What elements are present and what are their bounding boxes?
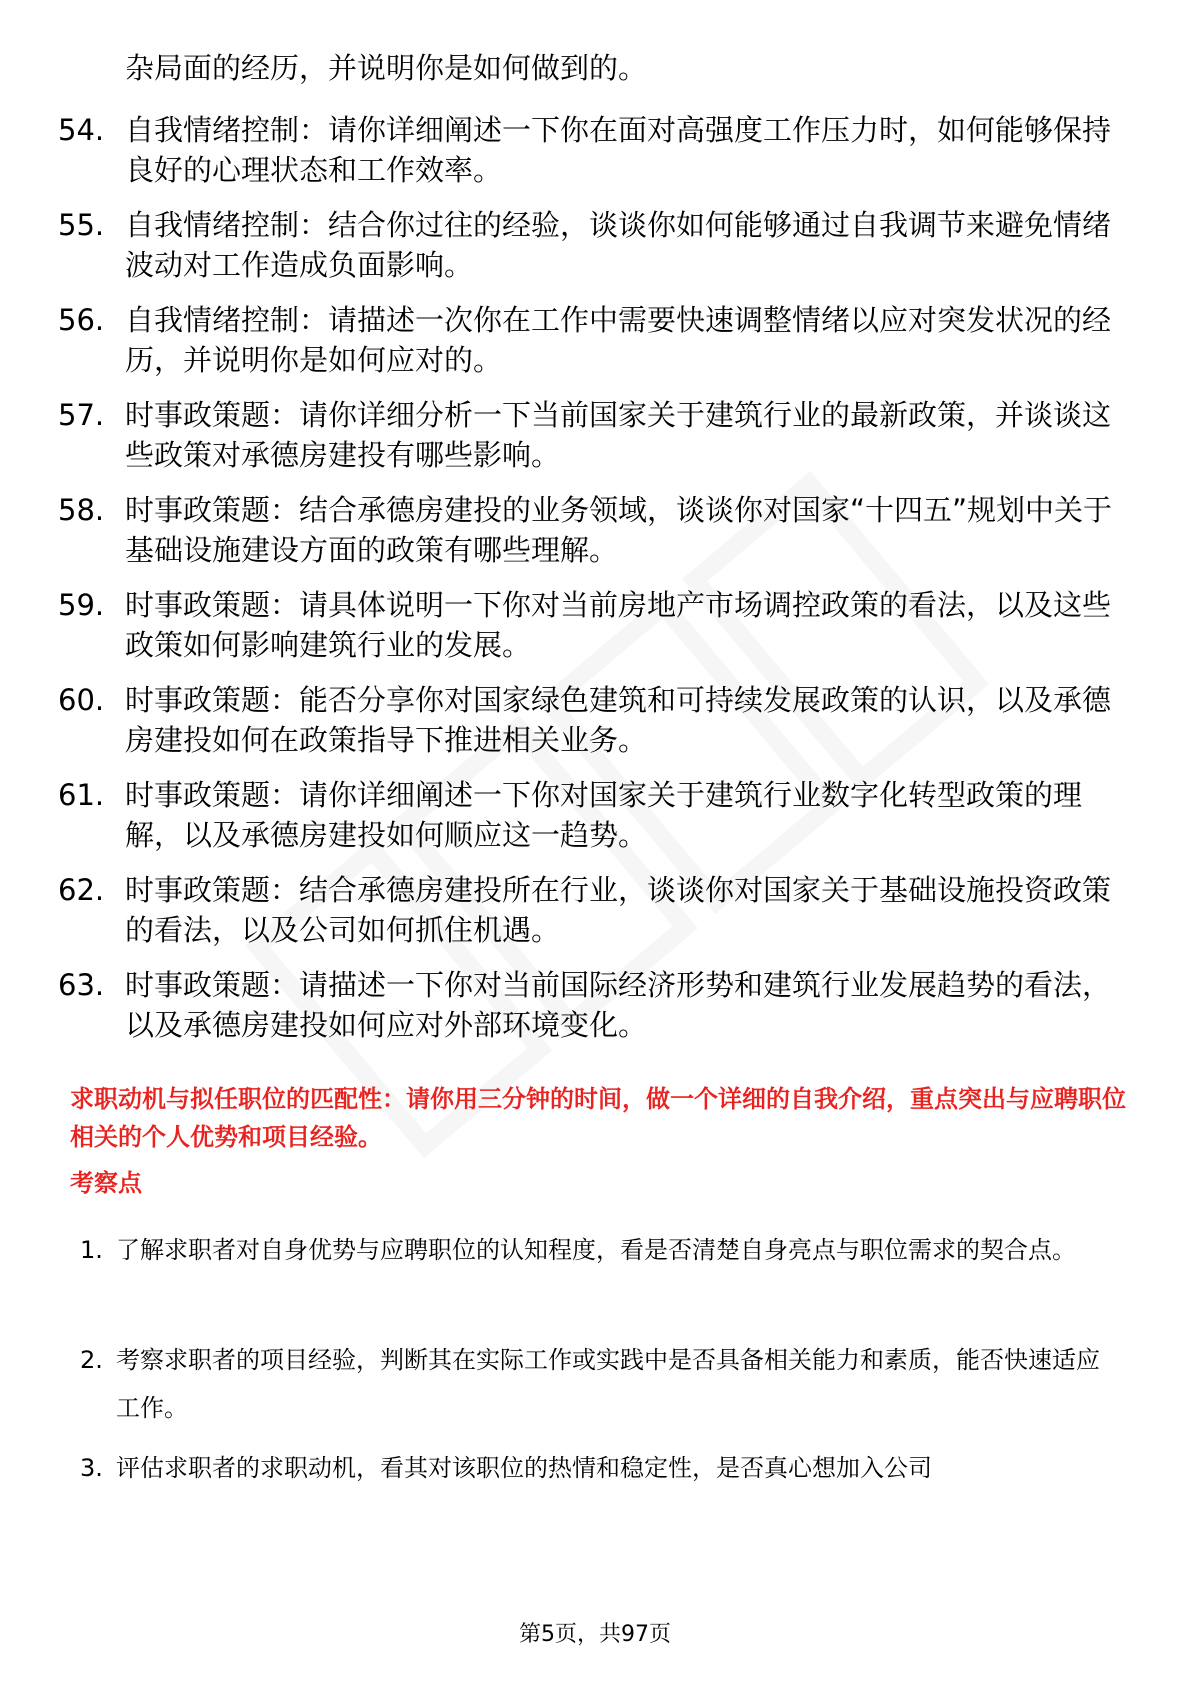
question-number: 59. — [58, 588, 105, 622]
question-item — [58, 585, 1118, 665]
question-item — [58, 300, 1118, 380]
point-number: 3. — [80, 1454, 103, 1482]
question-text: 时事政策题：请具体说明一下你对当前房地产市场调控政策的看法，以及这些政策如何影响建筑行业的发展。 — [125, 588, 1112, 662]
question-text: 时事政策题：请描述一下你对当前国际经济形势和建筑行业发展趋势的看法，以及承德房建投如何应对外部环境变化。 — [125, 968, 1112, 1042]
question-item — [58, 965, 1118, 1045]
question-item — [58, 490, 1118, 570]
question-number: 62. — [58, 873, 105, 907]
question-item — [58, 205, 1118, 285]
question-text: 自我情绪控制：结合你过往的经验，谈谈你如何能够通过自我调节来避免情绪波动对工作造成负面影响。 — [125, 208, 1112, 282]
question-item — [58, 680, 1118, 760]
question-item — [58, 395, 1118, 475]
assessment-point — [80, 1444, 1120, 1492]
question-number: 54. — [58, 113, 105, 147]
point-number: 1. — [80, 1236, 103, 1264]
assessment-point — [80, 1336, 1120, 1432]
question-number: 63. — [58, 968, 105, 1002]
question-text: 时事政策题：能否分享你对国家绿色建筑和可持续发展政策的认识，以及承德房建投如何在政策指导下推进相关业务。 — [125, 683, 1112, 757]
question-text: 时事政策题：结合承德房建投的业务领域，谈谈你对国家“十四五”规划中关于基础设施建设方面的政策有哪些理解。 — [125, 493, 1113, 567]
question-item — [58, 110, 1118, 190]
point-number: 2. — [80, 1346, 103, 1374]
question-number: 60. — [58, 683, 105, 717]
question-text: 时事政策题：结合承德房建投所在行业，谈谈你对国家关于基础设施投资政策的看法，以及公司如何抓住机遇。 — [125, 873, 1112, 947]
assessment-point — [80, 1226, 1120, 1274]
question-number: 61. — [58, 778, 105, 812]
highlight-question: 求职动机与拟任职位的匹配性：请你用三分钟的时间，做一个详细的自我介绍，重点突出与应聘职位相关的个人优势和项目经验。 — [70, 1085, 1126, 1151]
question-item — [58, 775, 1118, 855]
continuation-text: 杂局面的经历，并说明你是如何做到的。 — [125, 51, 648, 85]
assessment-points-title: 考察点 — [70, 1169, 142, 1197]
question-text: 自我情绪控制：请你详细阐述一下你在面对高强度工作压力时，如何能够保持良好的心理状态和工作效率。 — [125, 113, 1112, 187]
question-number: 58. — [58, 493, 105, 527]
question-text: 自我情绪控制：请描述一次你在工作中需要快速调整情绪以应对突发状况的经历，并说明你是如何应对的。 — [125, 303, 1112, 377]
point-text: 评估求职者的求职动机，看其对该职位的热情和稳定性，是否真心想加入公司 — [116, 1454, 932, 1482]
point-text: 考察求职者的项目经验，判断其在实际工作或实践中是否具备相关能力和素质，能否快速适应工作。 — [116, 1346, 1100, 1422]
question-number: 57. — [58, 398, 105, 432]
point-text: 了解求职者对自身优势与应聘职位的认知程度，看是否清楚自身亮点与职位需求的契合点。 — [116, 1236, 1076, 1264]
question-item — [58, 870, 1118, 950]
page-footer: 第5页，共97页 — [519, 1622, 671, 1647]
question-number: 55. — [58, 208, 105, 242]
question-text: 时事政策题：请你详细分析一下当前国家关于建筑行业的最新政策，并谈谈这些政策对承德房建投有哪些影响。 — [125, 398, 1112, 472]
question-text: 时事政策题：请你详细阐述一下你对国家关于建筑行业数字化转型政策的理解，以及承德房建投如何顺应这一趋势。 — [125, 778, 1083, 852]
question-number: 56. — [58, 303, 105, 337]
